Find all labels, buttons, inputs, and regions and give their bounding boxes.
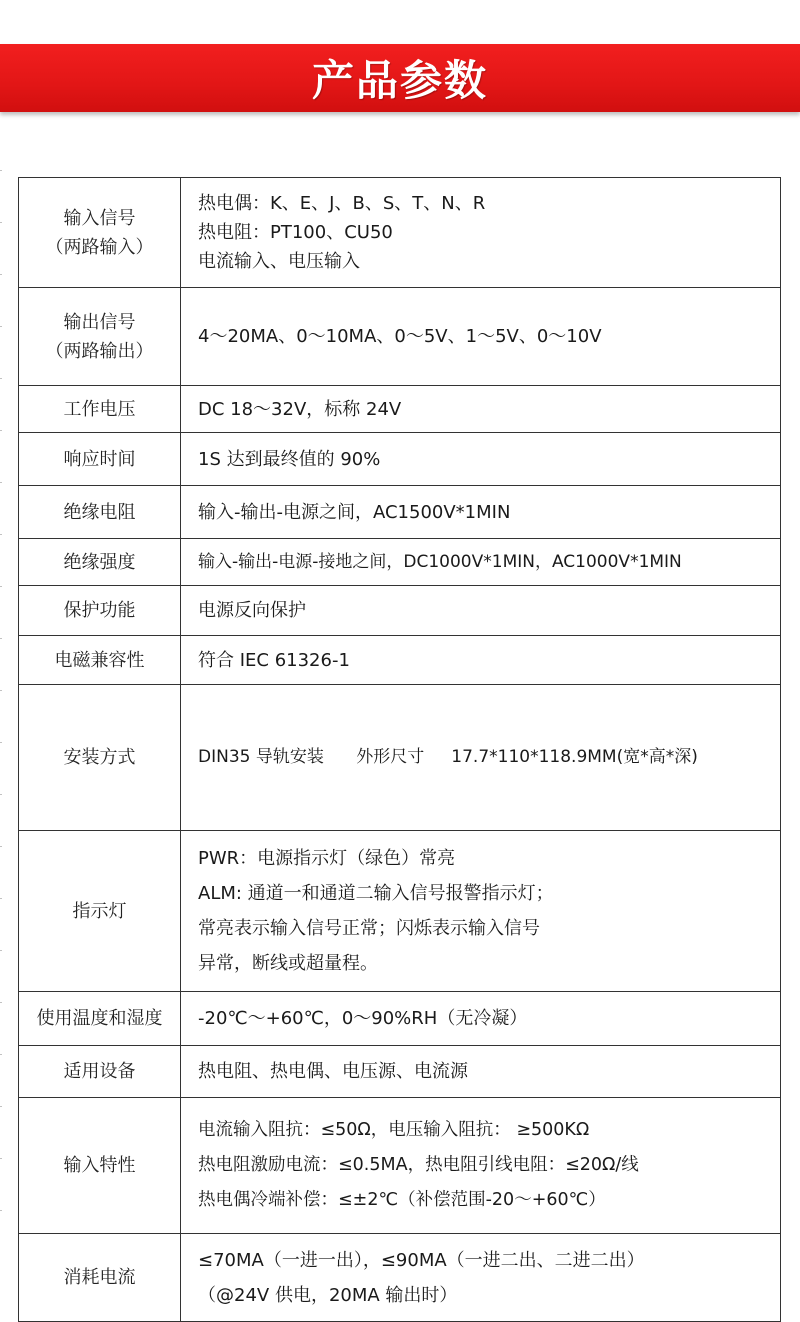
value-line: 输入-输出-电源之间，AC1500V*1MIN [198,501,511,523]
row-value [181,1046,781,1098]
value-line: DC 18～32V，标称 24V [198,398,402,420]
value-line: 1S 达到最终值的 90% [198,448,381,470]
row-value [181,636,781,685]
row-label [19,1234,181,1322]
table-row [19,1046,781,1098]
label-line: 输出信号 [63,311,136,333]
row-label [19,1046,181,1098]
label-line: 适用设备 [63,1061,136,1082]
table-row [19,1098,781,1234]
row-label [19,992,181,1046]
table-row [19,433,781,486]
table-row [19,386,781,433]
table-row [19,636,781,685]
row-label [19,386,181,433]
row-label [19,685,181,831]
table-row [19,992,781,1046]
label-line: （两路输入） [45,236,154,258]
value-line: 符合 IEC 61326-1 [198,649,350,671]
value-line: 热电阻激励电流：≤0.5MA，热电阻引线电阻：≤20Ω/线 [198,1155,639,1175]
row-value [181,992,781,1046]
row-value [181,1098,781,1234]
row-value [181,831,781,992]
value-line: 异常，断线或超量程。 [198,953,378,974]
spec-table [18,177,781,1322]
value-line: 电源反向保护 [198,600,306,621]
table-row [19,1234,781,1322]
value-line: PWR：电源指示灯（绿色）常亮 [198,848,456,869]
table-row [19,178,781,288]
label-line: （两路输出） [45,340,154,362]
table-row [19,586,781,636]
value-line: 输入-输出-电源-接地之间，DC1000V*1MIN，AC1000V*1MIN [198,551,682,572]
value-line: 电流输入、电压输入 [198,251,360,272]
value-line: -20℃～+60℃，0～90%RH（无冷凝） [198,1008,528,1029]
row-value [181,486,781,539]
label-line: 输入特性 [63,1155,136,1176]
label-line: 保护功能 [63,600,136,621]
value-line: （@24V 供电，20MA 输出时） [198,1284,458,1306]
value-line: 热电阻、热电偶、电压源、电流源 [198,1061,468,1082]
page-title: 产品参数 [311,56,488,105]
table-row [19,486,781,539]
row-value [181,586,781,636]
value-line: ≤70MA（一进一出），≤90MA（一进二出、二进二出） [198,1249,645,1271]
row-label [19,636,181,685]
label-line: 绝缘强度 [63,551,136,573]
value-line: 热电偶冷端补偿：≤±2℃（补偿范围-20～+60℃） [198,1190,606,1210]
value-line: ALM: 通道一和通道二输入信号报警指示灯； [198,883,554,904]
label-line: 指示灯 [72,900,127,922]
table-row [19,539,781,586]
label-line: 响应时间 [63,448,136,470]
row-label [19,831,181,992]
row-value [181,539,781,586]
value-line: 热电偶：K、E、J、B、S、T、N、R [198,193,486,214]
title-banner [0,44,800,112]
row-value [181,685,781,831]
label-line: 输入信号 [63,207,136,229]
value-line: 常亮表示输入信号正常；闪烁表示输入信号 [198,918,540,939]
label-line: 安装方式 [63,747,136,768]
table-row [19,288,781,386]
row-value [181,288,781,386]
value-line: 热电阻：PT100、CU50 [198,222,393,243]
row-value [181,178,781,288]
value-line: DIN35 导轨安装 外形尺寸 17.7*110*118.9MM(宽*高*深) [198,747,698,767]
row-label [19,178,181,288]
row-label [19,288,181,386]
label-line: 工作电压 [63,398,136,420]
row-label [19,1098,181,1234]
value-line: 4～20MA、0～10MA、0～5V、1～5V、0～10V [198,326,602,347]
row-value [181,386,781,433]
row-value [181,433,781,486]
label-line: 使用温度和湿度 [36,1008,163,1029]
row-label [19,486,181,539]
left-edge-ticks [0,170,2,1230]
table-row [19,831,781,992]
row-label [19,433,181,486]
table-row [19,685,781,831]
label-line: 绝缘电阻 [63,501,136,523]
label-line: 电磁兼容性 [54,649,145,671]
value-line: 电流输入阻抗：≤50Ω，电压输入阻抗： ≥500KΩ [198,1120,590,1140]
row-value [181,1234,781,1322]
label-line: 消耗电流 [63,1267,136,1288]
row-label [19,539,181,586]
row-label [19,586,181,636]
